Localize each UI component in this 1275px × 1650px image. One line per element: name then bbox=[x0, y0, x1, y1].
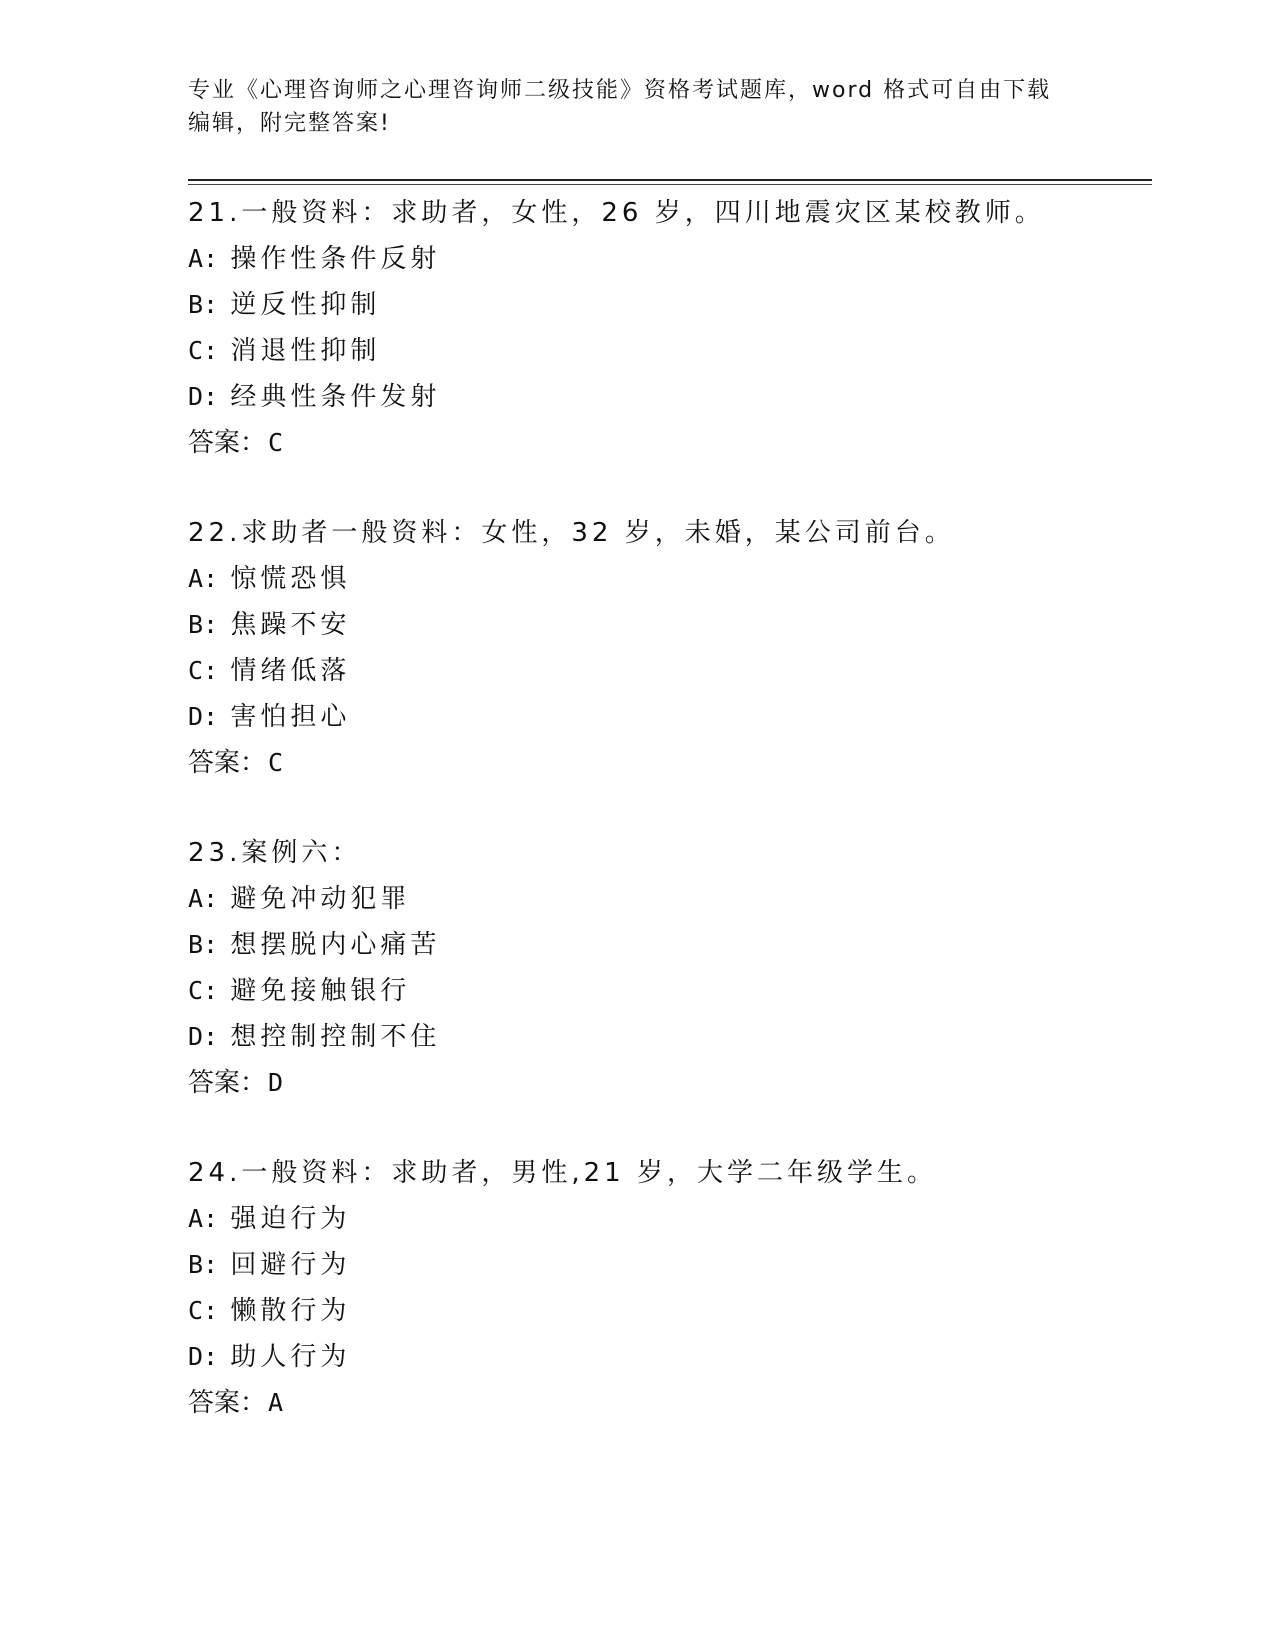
answer-label: 答案： bbox=[188, 748, 267, 778]
option-text: 经典性条件发射 bbox=[230, 382, 441, 412]
question-21 bbox=[188, 190, 1148, 466]
answer-label: 答案： bbox=[188, 1068, 267, 1098]
option-text: 焦躁不安 bbox=[230, 610, 351, 640]
option-c bbox=[188, 1288, 1148, 1334]
option-text: 操作性条件反射 bbox=[230, 244, 441, 274]
option-c bbox=[188, 328, 1148, 374]
question-22 bbox=[188, 510, 1148, 786]
header-divider-thin bbox=[188, 184, 1152, 185]
option-a bbox=[188, 876, 1148, 922]
question-list bbox=[188, 190, 1148, 1470]
option-text: 懒散行为 bbox=[230, 1296, 351, 1326]
answer-line bbox=[188, 740, 1148, 786]
option-b bbox=[188, 1242, 1148, 1288]
option-text: 回避行为 bbox=[230, 1250, 351, 1280]
option-letter: B: bbox=[188, 1250, 219, 1279]
answer-value: C bbox=[268, 748, 284, 777]
option-c bbox=[188, 648, 1148, 694]
option-b bbox=[188, 922, 1148, 968]
option-letter: D: bbox=[188, 382, 219, 411]
option-d bbox=[188, 1014, 1148, 1060]
document-header bbox=[188, 74, 1088, 140]
option-letter: D: bbox=[188, 1022, 219, 1051]
option-text: 害怕担心 bbox=[230, 702, 351, 732]
option-letter: A: bbox=[188, 1204, 219, 1233]
answer-label: 答案： bbox=[188, 428, 267, 458]
option-letter: C: bbox=[188, 656, 219, 685]
option-text: 避免接触银行 bbox=[230, 976, 411, 1006]
option-text: 情绪低落 bbox=[230, 656, 351, 686]
option-b bbox=[188, 602, 1148, 648]
option-a bbox=[188, 1196, 1148, 1242]
option-letter: A: bbox=[188, 564, 219, 593]
option-letter: B: bbox=[188, 930, 219, 959]
answer-value: C bbox=[268, 428, 284, 457]
option-letter: C: bbox=[188, 336, 219, 365]
option-d bbox=[188, 694, 1148, 740]
answer-value: D bbox=[268, 1068, 284, 1097]
option-c bbox=[188, 968, 1148, 1014]
option-a bbox=[188, 556, 1148, 602]
option-text: 逆反性抑制 bbox=[230, 290, 381, 320]
question-24 bbox=[188, 1150, 1148, 1426]
option-text: 强迫行为 bbox=[230, 1204, 351, 1234]
option-text: 消退性抑制 bbox=[230, 336, 381, 366]
answer-line bbox=[188, 420, 1148, 466]
option-letter: D: bbox=[188, 702, 219, 731]
question-stem: 23.案例六： bbox=[188, 838, 362, 868]
option-b bbox=[188, 282, 1148, 328]
option-text: 惊慌恐惧 bbox=[230, 564, 351, 594]
question-stem: 21.一般资料：求助者，女性，26 岁，四川地震灾区某校教师。 bbox=[188, 198, 1045, 228]
option-text: 助人行为 bbox=[230, 1342, 351, 1372]
option-letter: A: bbox=[188, 244, 219, 273]
option-a bbox=[188, 236, 1148, 282]
option-d bbox=[188, 1334, 1148, 1380]
header-line-1: 专业《心理咨询师之心理咨询师二级技能》资格考试题库，word 格式可自由下载 bbox=[188, 78, 1052, 103]
option-d bbox=[188, 374, 1148, 420]
question-stem: 24.一般资料：求助者，男性,21 岁，大学二年级学生。 bbox=[188, 1158, 937, 1188]
answer-line bbox=[188, 1380, 1148, 1426]
question-stem: 22.求助者一般资料：女性，32 岁，未婚，某公司前台。 bbox=[188, 518, 955, 548]
header-line-2: 编辑，附完整答案! bbox=[188, 111, 391, 136]
option-letter: C: bbox=[188, 976, 219, 1005]
option-letter: B: bbox=[188, 610, 219, 639]
option-letter: B: bbox=[188, 290, 219, 319]
answer-line bbox=[188, 1060, 1148, 1106]
option-letter: A: bbox=[188, 884, 219, 913]
option-letter: D: bbox=[188, 1342, 219, 1371]
header-divider-thick bbox=[188, 179, 1152, 181]
answer-label: 答案： bbox=[188, 1388, 267, 1418]
option-letter: C: bbox=[188, 1296, 219, 1325]
answer-value: A bbox=[268, 1388, 284, 1417]
question-23 bbox=[188, 830, 1148, 1106]
option-text: 想摆脱内心痛苦 bbox=[230, 930, 441, 960]
option-text: 想控制控制不住 bbox=[230, 1022, 441, 1052]
option-text: 避免冲动犯罪 bbox=[230, 884, 411, 914]
